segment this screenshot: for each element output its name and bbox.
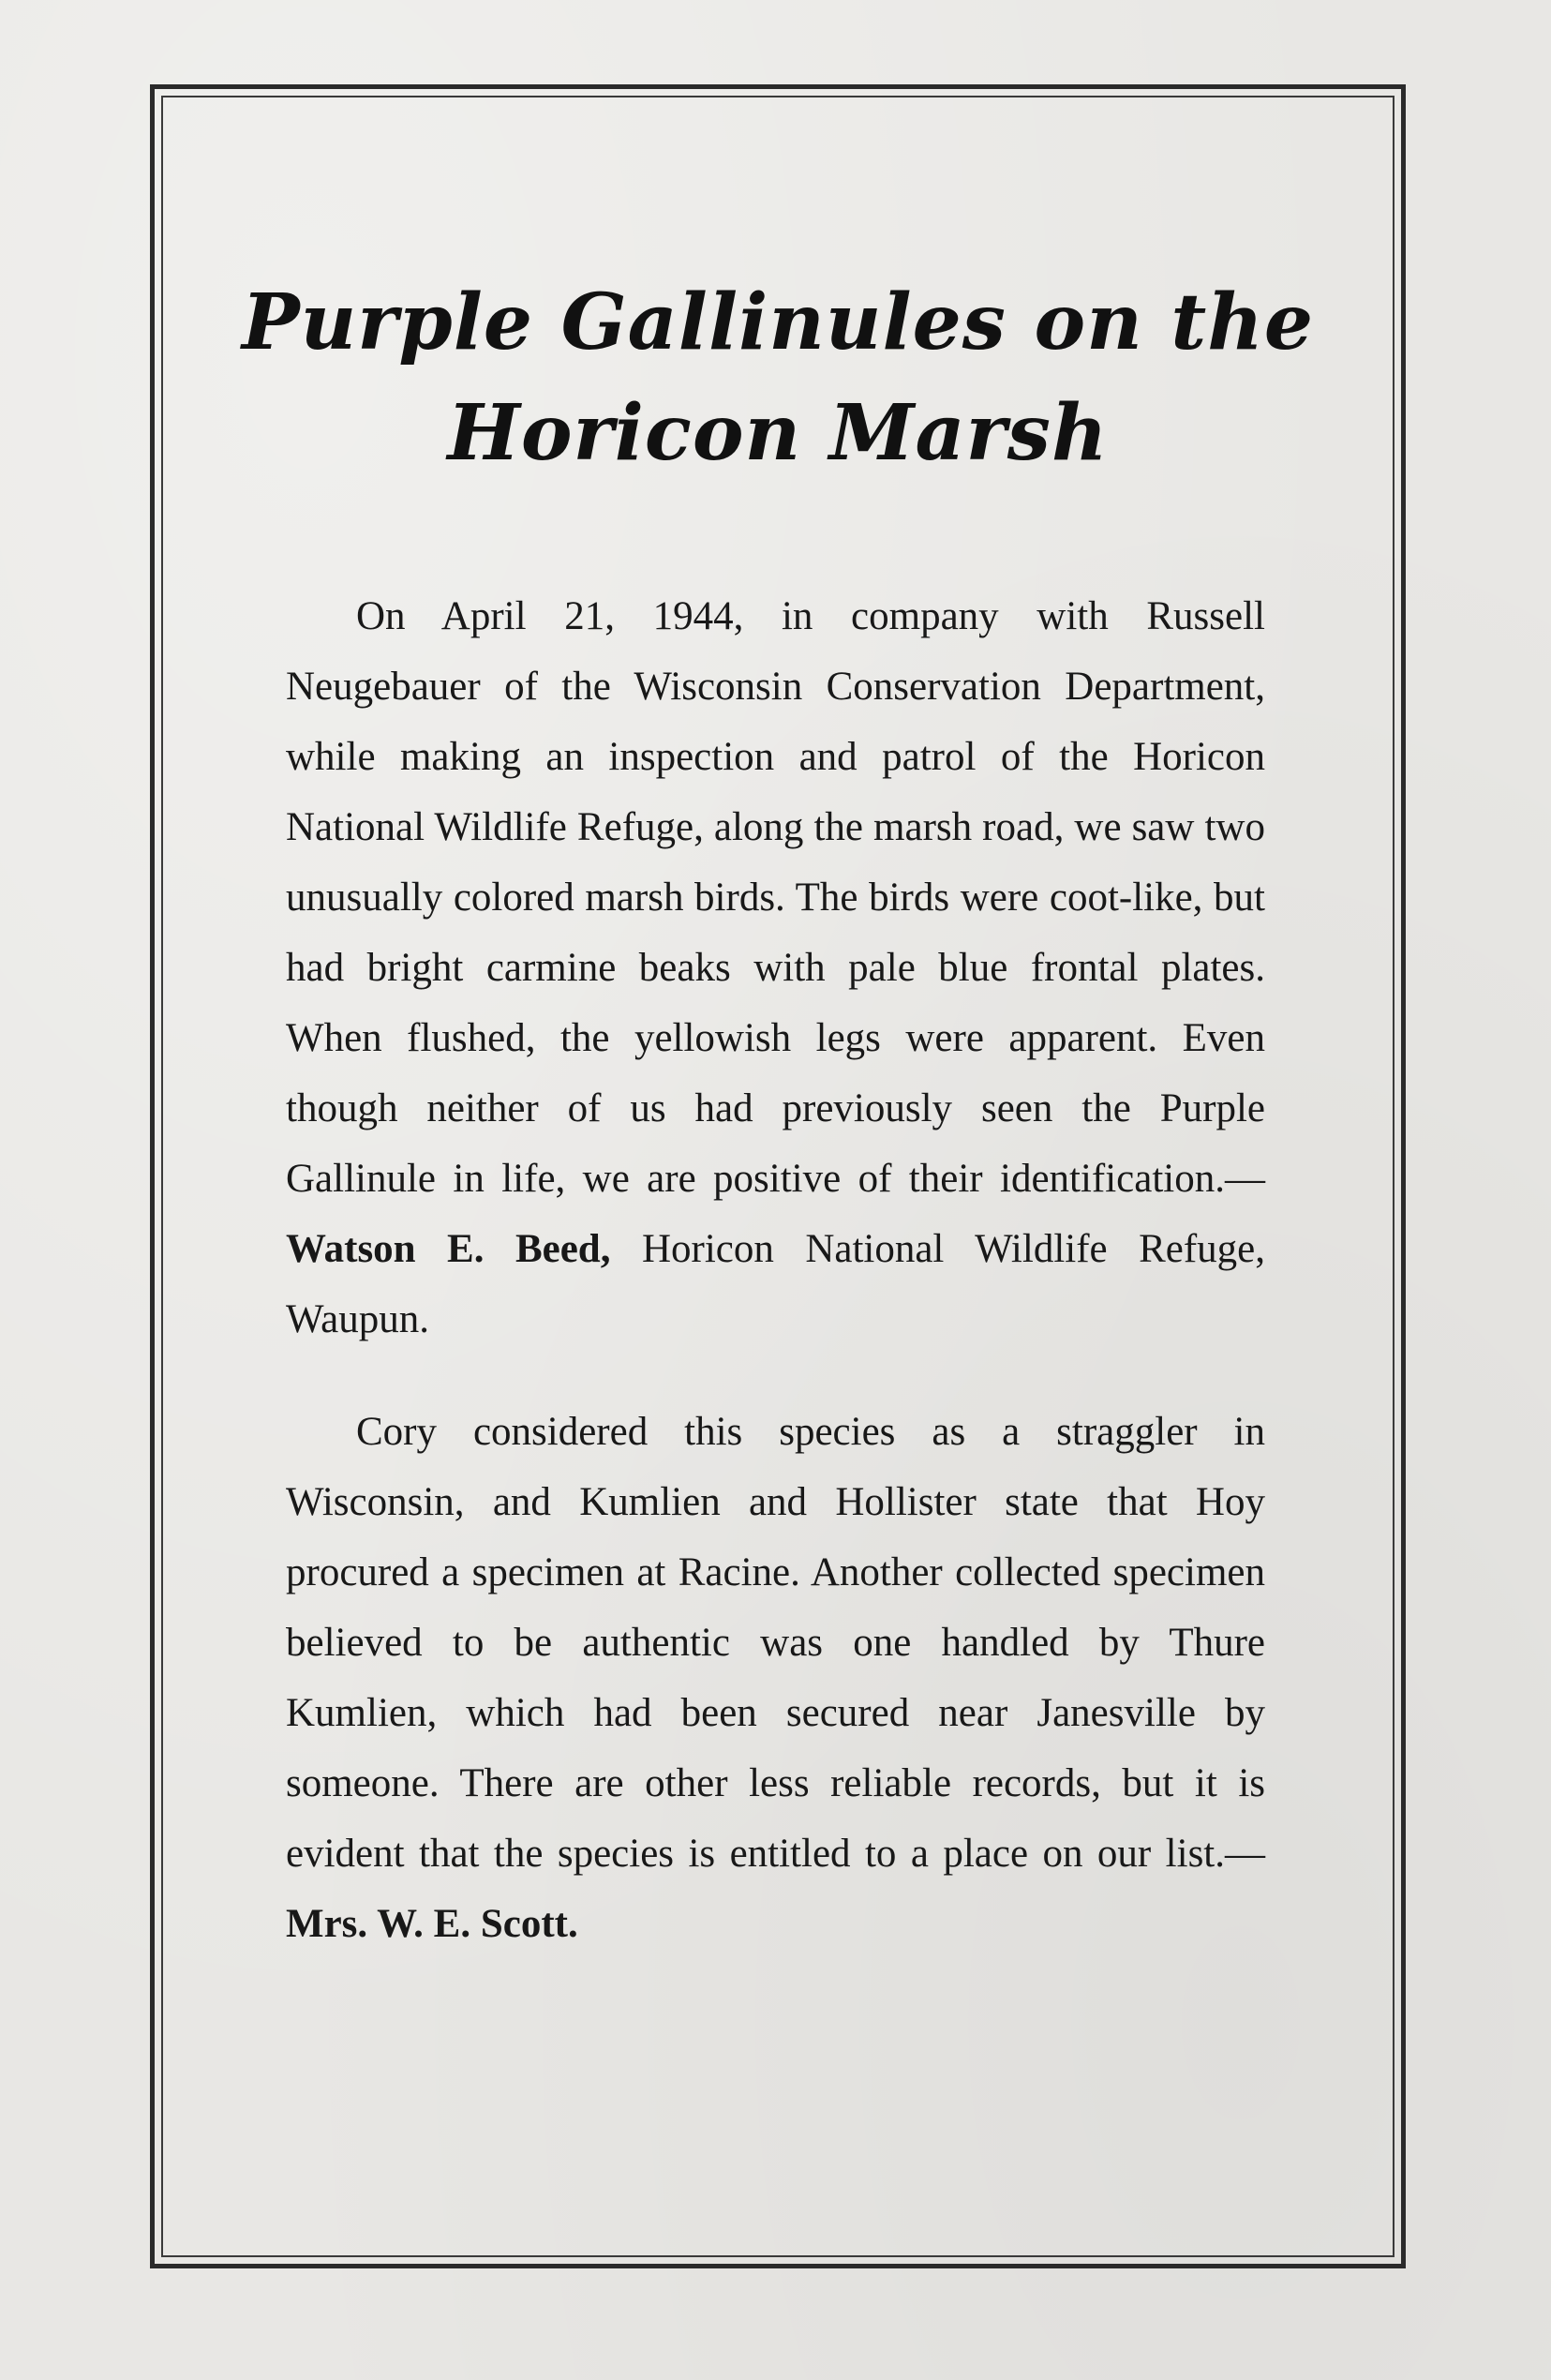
title-line-1: Purple Gallinules on the	[241, 277, 1315, 367]
article-body	[286, 581, 1265, 1959]
title-line-2: Horicon Marsh	[447, 388, 1109, 478]
paragraph-2	[286, 1397, 1265, 1959]
paragraph-2-author: Mrs. W. E. Scott.	[286, 1902, 578, 1946]
paragraph-1-author: Watson E. Beed,	[286, 1227, 611, 1271]
article-title	[161, 267, 1394, 488]
paragraph-1-affiliation: Horicon National Wildlife Refuge, Waupun.	[286, 1227, 1266, 1341]
paragraph-1-text: On April 21, 1944, in company with Russell Neugebauer of the Wisconsin Conservation Department, while making an inspection and patrol of the Horicon National Wildlife Refuge, along the marsh road, we saw two unusually colored marsh birds. The birds were coot-like, but had bright carmine beaks with pale blue frontal plates. When flushed, the yellowish legs were apparent. Even though neither of us had previously seen the Purple Gallinule in life, we are positive of their identification.—	[286, 594, 1265, 1201]
paragraph-1	[286, 581, 1265, 1355]
paragraph-2-text: Cory considered this species as a straggler in Wisconsin, and Kumlien and Hollister state that Hoy procured a specimen at Racine. Another collected specimen believed to be authentic was one handled by Thure Kumlien, which had been secured near Janesville by someone. There are other less reliable records, but it is evident that the species is entitled to a place on our list.—	[286, 1410, 1265, 1876]
